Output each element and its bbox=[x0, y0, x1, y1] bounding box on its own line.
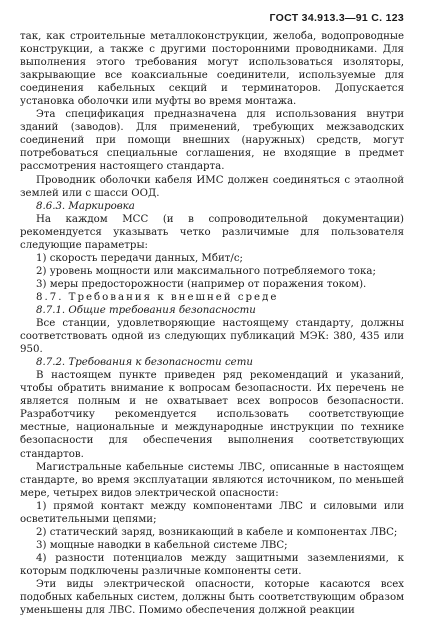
document-body bbox=[20, 30, 404, 617]
paragraph: В настоящем пункте приведен ряд рекомендаций и указаний, чтобы обратить внимание к вопросам безопасности. Их перечень не является полным и не охватывает всех вопросов безопасности. Разработчику рекомендуется использовать соответствующие местные, национальные и международные инструкции по технике безопасности для обеспечения выполнения соответствующих стандартов. bbox=[20, 370, 404, 460]
paragraph: так, как строительные металлоконструкции, желоба, водопроводные конструкции, а также с другими посторонними проводниками. Для выполнения этого требования могут использоваться изоляторы, закрывающие все коаксиальные соединители, используемые для соединения кабельных секций и терминаторов. Допускается установка оболочки или муфты во время монтажа. bbox=[20, 31, 404, 108]
page-header: ГОСТ 34.913.3—91 С. 123 bbox=[269, 12, 404, 24]
paragraph: Все станции, удовлетворяющие настоящему стандарту, должны соответствовать одной из следующих публикаций МЭК: 380, 435 или 950. bbox=[20, 318, 404, 356]
paragraph: Эти виды электрической опасности, которые касаются всех подобных кабельных систем, должны быть соответствующим образом уменьшены для ЛВС. Помимо обеспечения должной реакции bbox=[20, 578, 404, 617]
paragraph: Проводник оболочки кабеля ИМС должен соединяться с этаолной землей или с шасси ООД. bbox=[20, 174, 404, 199]
list-item: 3) мощные наводки в кабельной системе ЛВС; bbox=[36, 539, 288, 551]
section-heading: 8.7.1. Общие требования безопасности bbox=[36, 304, 256, 316]
paragraph: На каждом МСС (и в сопроводительной документации) рекомендуется указывать четко различимые для пользователя следующие параметры: bbox=[20, 213, 404, 251]
list-item: 1) скорость передачи данных, Мбит/с; bbox=[36, 252, 243, 264]
section-heading: 8.7.2. Требования к безопасности сети bbox=[36, 357, 253, 369]
list-item: 2) статический заряд, возникающий в кабеле и компонентах ЛВС; bbox=[36, 526, 398, 538]
list-item: 3) меры предосторожности (например от поражения током). bbox=[36, 278, 367, 290]
section-heading: 8.7. Требования к внешней среде bbox=[36, 291, 279, 303]
paragraph: Эта спецификация предназначена для использования внутри зданий (заводов). Для применений, требующих межзаводских соединений при помощи внешних (наружных) средств, могут потребоваться специальные соглашения, не входящие в предмет рассмотрения настоящего стандарта. bbox=[20, 109, 404, 173]
list-item: 4) разности потенциалов между защитными заземлениями, к которым подключены различные компоненты сети. bbox=[20, 552, 404, 577]
section-heading: 8.6.3. Маркировка bbox=[36, 200, 135, 212]
list-item: 1) прямой контакт между компонентами ЛВС и силовыми или осветительными цепями; bbox=[20, 500, 404, 525]
paragraph: Магистральные кабельные системы ЛВС, описанные в настоящем стандарте, во время эксплуатации являются источником, по меньшей мере, четырех видов электрической опасности: bbox=[20, 461, 404, 499]
list-item: 2) уровень мощности или максимального потребляемого тока; bbox=[36, 265, 376, 277]
